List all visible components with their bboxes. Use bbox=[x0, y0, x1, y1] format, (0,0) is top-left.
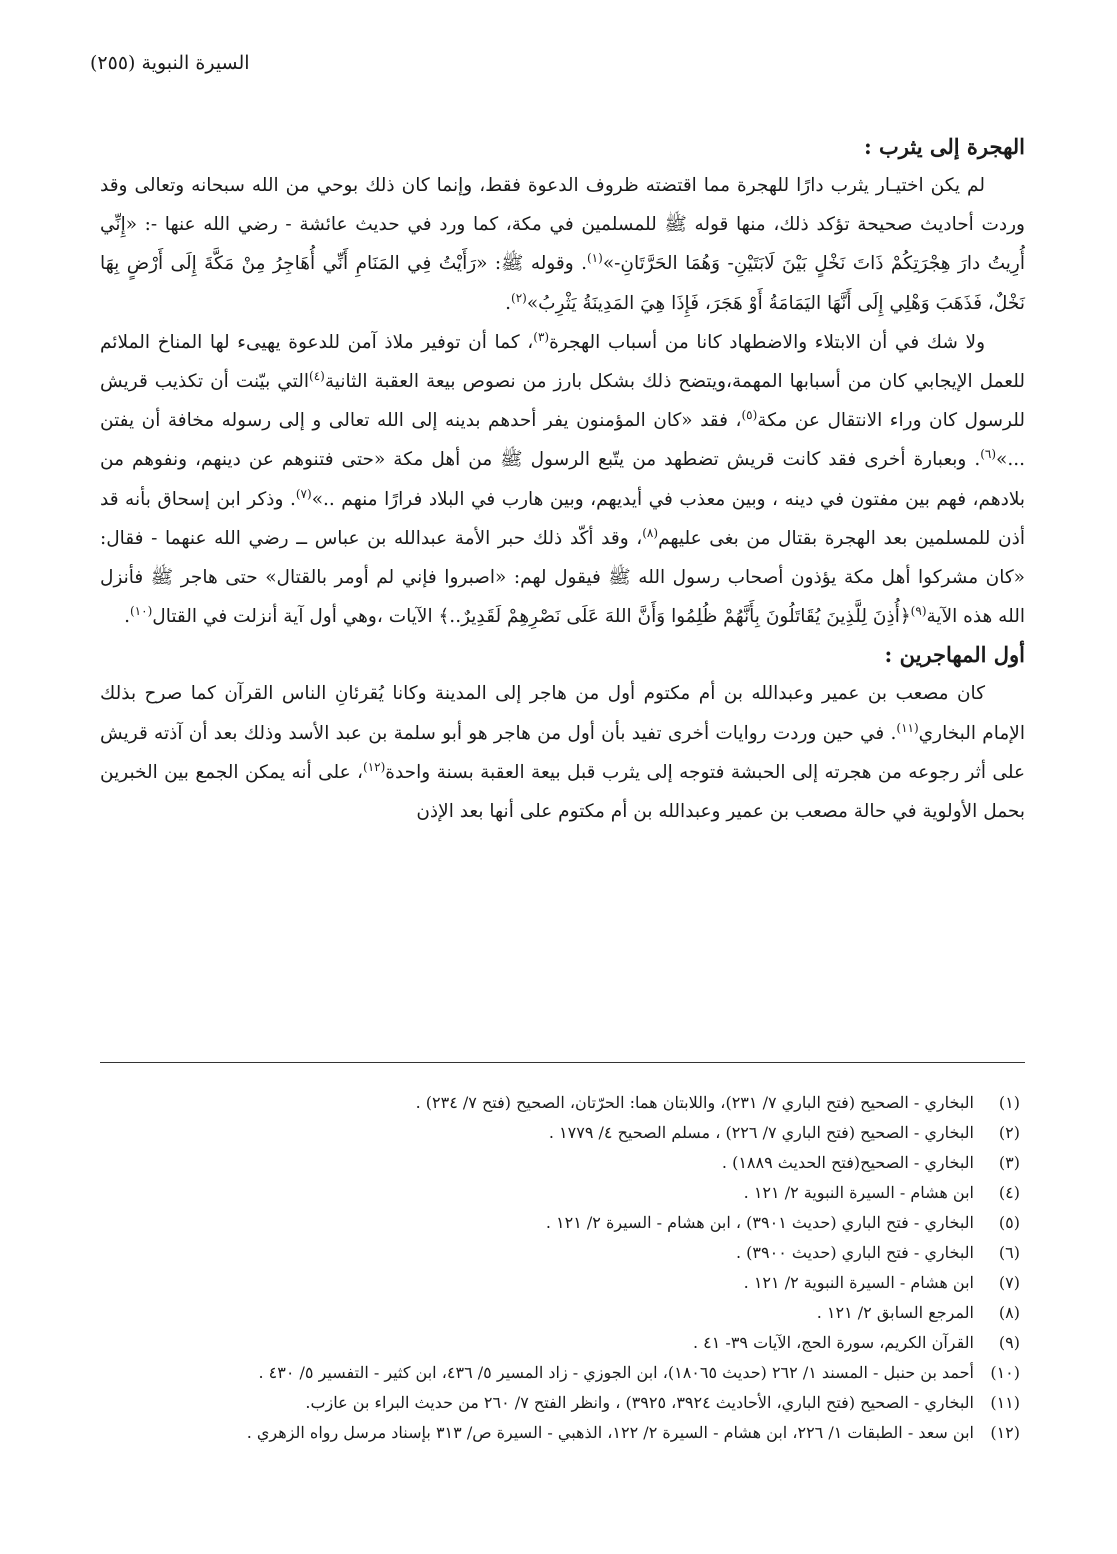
footnote-ref: (١٠) bbox=[129, 604, 153, 619]
footnote-text: البخاري - فتح الباري (حديث ٣٩٠٠) . bbox=[735, 1243, 974, 1262]
paragraph bbox=[100, 166, 1025, 323]
footnote-ref: (٧) bbox=[295, 486, 312, 501]
paragraph bbox=[100, 674, 1025, 831]
footnote-number: (٧) bbox=[998, 1273, 1020, 1292]
footnote-item bbox=[100, 1268, 1020, 1298]
footnote-text: ابن هشام - السيرة النبوية ٢/ ١٢١ . bbox=[743, 1273, 974, 1292]
footnote-text: البخاري - الصحيح (فتح الباري ٧/ ٢٢٦) ، مسلم الصحيح ٤/ ١٧٧٩ . bbox=[548, 1123, 974, 1142]
text-run: . bbox=[124, 606, 130, 628]
footnote-item bbox=[100, 1208, 1020, 1238]
footnote-ref: (٥) bbox=[741, 408, 758, 423]
footnote-ref: (١١) bbox=[896, 720, 919, 735]
footnote-number: (٨) bbox=[998, 1303, 1020, 1322]
footnotes-list bbox=[100, 1088, 1020, 1448]
footnote-item bbox=[100, 1388, 1020, 1418]
text-run: ، وقد أكّد ذلك حبر الأمة عبدالله بن عباس ــ رضي الله عنهما - فقال: «كان مشركوا أهل مكة يؤذون أصحاب رسول الله ﷺ فيقول لهم: «اصبروا فإني لم أومر بالقتال» حتى هاجر ﷺ فأنزل الله هذه الآية bbox=[100, 527, 1025, 628]
footnote-ref: (٣) bbox=[533, 329, 550, 344]
text-run: ﴿أُذِنَ لِلَّذِينَ يُقَاتَلُونَ بِأَنَّهُمْ ظُلِمُوا وَأَنَّ اللهَ عَلَى نَصْرِهِمْ لَقَدِيرٌ..﴾ الآيات ،وهي أول آية أنزلت في القتال bbox=[152, 606, 911, 628]
footnote-item bbox=[100, 1418, 1020, 1448]
footnote-item bbox=[100, 1148, 1020, 1178]
footnote-ref: (١٢) bbox=[363, 759, 386, 774]
footnote-number: (١١) bbox=[990, 1393, 1020, 1412]
footnote-item bbox=[100, 1358, 1020, 1388]
footnote-number: (٩) bbox=[998, 1333, 1020, 1352]
footnote-ref: (٢) bbox=[511, 290, 527, 305]
footnote-number: (١٢) bbox=[990, 1423, 1020, 1442]
text-run: . bbox=[505, 292, 512, 314]
text-run: ولا شك في أن الابتلاء والاضطهاد كانا من أسباب الهجرة bbox=[549, 331, 985, 353]
footnote-text: البخاري - الصحيح(فتح الحديث ١٨٨٩) . bbox=[721, 1153, 974, 1172]
text-run: . وقوله ﷺ: «رَأَيْتُ فِي المَنَامِ أَنِّي أُهَاجِرُ مِنْ مَكَّةَ إِلَى أَرْضٍ بِهَا نَخْلٌ، فَذَهَبَ وَهْلِي إِلَى أَنَّهَا اليَمَامَةُ أَوْ هَجَرَ، فَإِذَا هِيَ المَدِينَةُ يَثْرِبُ» bbox=[100, 253, 1025, 314]
footnote-item bbox=[100, 1328, 1020, 1358]
footnote-text: القرآن الكريم، سورة الحج، الآيات ٣٩- ٤١ . bbox=[692, 1333, 974, 1352]
footnote-item bbox=[100, 1238, 1020, 1268]
footnote-number: (١) bbox=[998, 1093, 1020, 1112]
page-number: (٢٥٥) bbox=[90, 52, 136, 74]
text-run: . وبعبارة أخرى فقد كانت قريش تضطهد من يتّبع الرسول ﷺ من أهل مكة «حتى فتنوهم عن دينهم، ونفوهم من بلادهم، فهم بين مفتون في دينه ، وبين معذب في أيديهم، وبين هارب في البلاد فرارًا منهم ..» bbox=[100, 449, 1026, 510]
footnote-number: (٢) bbox=[998, 1123, 1020, 1142]
footnote-text: المرجع السابق ٢/ ١٢١ . bbox=[816, 1303, 974, 1322]
footnote-separator bbox=[100, 1062, 1025, 1063]
footnote-number: (٣) bbox=[998, 1153, 1020, 1172]
footnote-text: أحمد بن حنبل - المسند ١/ ٢٦٢ (حديث ١٨٠٦٥)، ابن الجوزي - زاد المسير ٥/ ٤٣٦، ابن كثير - التفسير ٥/ ٤٣٠ . bbox=[258, 1363, 974, 1382]
text-run: ، فقد «كان المؤمنون يفر أحدهم بدينه إلى الله تعالى و إلى رسوله مخافة أن يفتن ...» bbox=[100, 410, 1025, 471]
footnote-item bbox=[100, 1298, 1020, 1328]
section-heading: الهجرة إلى يثرب : bbox=[863, 134, 1025, 159]
running-header bbox=[90, 52, 1025, 82]
footnote-ref: (١) bbox=[586, 251, 603, 266]
footnote-text: ابن سعد - الطبقات ١/ ٢٢٦، ابن هشام - السيرة ٢/ ١٢٢، الذهبي - السيرة ص/ ٣١٣ بإسناد مرسل رواه الزهري . bbox=[246, 1423, 974, 1442]
footnote-ref: (٦) bbox=[980, 447, 997, 462]
text-run: ، على أنه يمكن الجمع بين الخبرين بحمل الأولوية في حالة مصعب بن عمير وعبدالله بن أم مكتوم على أنها بعد الإذن bbox=[100, 761, 1025, 823]
footnote-text: البخاري - الصحيح (فتح الباري ٧/ ٢٣١)، واللابتان هما: الحرّتان، الصحيح (فتح ٧/ ٢٣٤) . bbox=[415, 1093, 974, 1112]
text-run: ، كما أن توفير ملاذ آمن للدعوة يهيىء لها المناخ الملائم للعمل الإيجابي كان من أسبابها المهمة،ويتضح ذلك بشكل بارز من نصوص بيعة العقبة الثانية bbox=[100, 331, 1025, 393]
text-run: التي بيّنت أن تكذيب قريش للرسول كان وراء الانتقال عن مكة bbox=[100, 371, 1025, 432]
footnote-number: (٥) bbox=[998, 1213, 1020, 1232]
footnote-ref: (٨) bbox=[642, 525, 659, 540]
footnote-number: (٦) bbox=[998, 1243, 1020, 1262]
footnote-number: (١٠) bbox=[990, 1363, 1020, 1382]
body-text bbox=[100, 128, 1025, 831]
text-run: لم يكن اختيـار يثرب دارًا للهجرة مما اقتضته ظروف الدعوة فقط، وإنما كان ذلك بوحي من الله سبحانه وتعالى وقد وردت أحاديث صحيحة تؤكد ذلك، منها قوله ﷺ للمسلمين في مكة، كما ورد في حديث عائشة - رضي الله عنها -: «إِنِّي أُرِيتُ دارَ هِجْرَتِكُمْ ذَاتَ نَخْلٍ بَيْنَ لَابَتَيْنِ- وَهُمَا الحَرَّتَانِ-» bbox=[100, 175, 1025, 275]
text-run: . وذكر ابن إسحاق بأنه قد أذن للمسلمين بعد الهجرة بقتال من بغى عليهم bbox=[100, 488, 1025, 549]
footnote-number: (٤) bbox=[998, 1183, 1020, 1202]
text-run: . في حين وردت روايات أخرى تفيد بأن أول من هاجر هو أبو سلمة بن عبد الأسد وذلك بعد أن آذته قريش على أثر رجوعه من هجرته إلى الحبشة فتوجه إلى يثرب قبل بيعة العقبة بسنة واحدة bbox=[100, 722, 1025, 783]
footnote-item bbox=[100, 1088, 1020, 1118]
text-run: كان مصعب بن عمير وعبدالله بن أم مكتوم أول من هاجر إلى المدينة وكانا يُقرئانِ الناس القرآن كما صرح بذلك الإمام البخاري bbox=[100, 683, 1025, 744]
paragraph bbox=[100, 323, 1025, 637]
footnote-ref: (٩) bbox=[910, 604, 927, 619]
footnote-item bbox=[100, 1178, 1020, 1208]
footnote-text: البخاري - الصحيح (فتح الباري، الأحاديث ٣٩٢٤، ٣٩٢٥) ، وانظر الفتح ٧/ ٢٦٠ من حديث البراء بن عازب. bbox=[305, 1393, 974, 1412]
running-header-title: السيرة النبوية bbox=[141, 52, 250, 74]
footnote-ref: (٤) bbox=[309, 368, 325, 383]
footnote-text: ابن هشام - السيرة النبوية ٢/ ١٢١ . bbox=[743, 1183, 974, 1202]
footnote-item bbox=[100, 1118, 1020, 1148]
footnote-text: البخاري - فتح الباري (حديث ٣٩٠١) ، ابن هشام - السيرة ٢/ ١٢١ . bbox=[545, 1213, 974, 1232]
section-heading: أول المهاجرين : bbox=[884, 642, 1025, 668]
